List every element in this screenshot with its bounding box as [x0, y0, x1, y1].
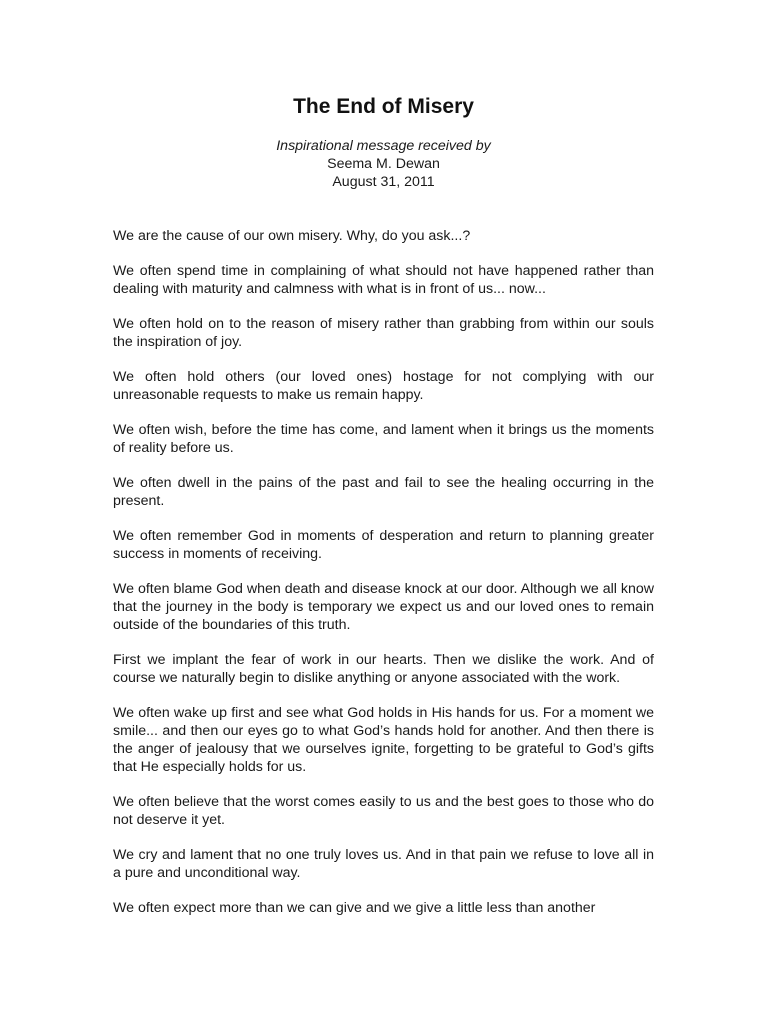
paragraph: We often hold on to the reason of misery rather than grabbing from within our souls the inspiration of joy. — [113, 316, 654, 350]
paragraph: We often wish, before the time has come, and lament when it brings us the moments of reality before us. — [113, 422, 654, 456]
document-title: The End of Misery — [293, 95, 474, 118]
document-body — [113, 227, 654, 934]
paragraph: We often expect more than we can give and we give a little less than another — [113, 900, 596, 916]
paragraph: We are the cause of our own misery. Why, do you ask...? — [113, 228, 471, 244]
byline — [113, 137, 654, 191]
paragraph: We often remember God in moments of desperation and return to planning greater success in moments of receiving. — [113, 528, 654, 562]
paragraph: We cry and lament that no one truly loves us. And in that pain we refuse to love all in a pure and unconditional way. — [113, 847, 654, 881]
byline-date: August 31, 2011 — [332, 174, 435, 190]
byline-author: Seema M. Dewan — [327, 156, 440, 172]
paragraph: We often spend time in complaining of what should not have happened rather than dealing with maturity and calmness with what is in front of us... now... — [113, 263, 654, 297]
paragraph: First we implant the fear of work in our hearts. Then we dislike the work. And of course we naturally begin to dislike anything or anyone associated with the work. — [113, 652, 654, 686]
paragraph: We often wake up first and see what God holds in His hands for us. For a moment we smile... and then our eyes go to what God’s hands hold for another. And then there is the anger of jealousy that we ourselves ignite, forgetting to be grateful to God’s gifts that He especially holds for us. — [113, 705, 654, 775]
paragraph: We often believe that the worst comes easily to us and the best goes to those who do not deserve it yet. — [113, 794, 654, 828]
paragraph: We often blame God when death and disease knock at our door. Although we all know that the journey in the body is temporary we expect us and our loved ones to remain outside of the boundaries of this truth. — [113, 581, 654, 633]
paragraph: We often hold others (our loved ones) hostage for not complying with our unreasonable requests to make us remain happy. — [113, 369, 654, 403]
paragraph: We often dwell in the pains of the past and fail to see the healing occurring in the present. — [113, 475, 654, 509]
byline-intro: Inspirational message received by — [276, 138, 491, 154]
document-page — [113, 0, 654, 1024]
